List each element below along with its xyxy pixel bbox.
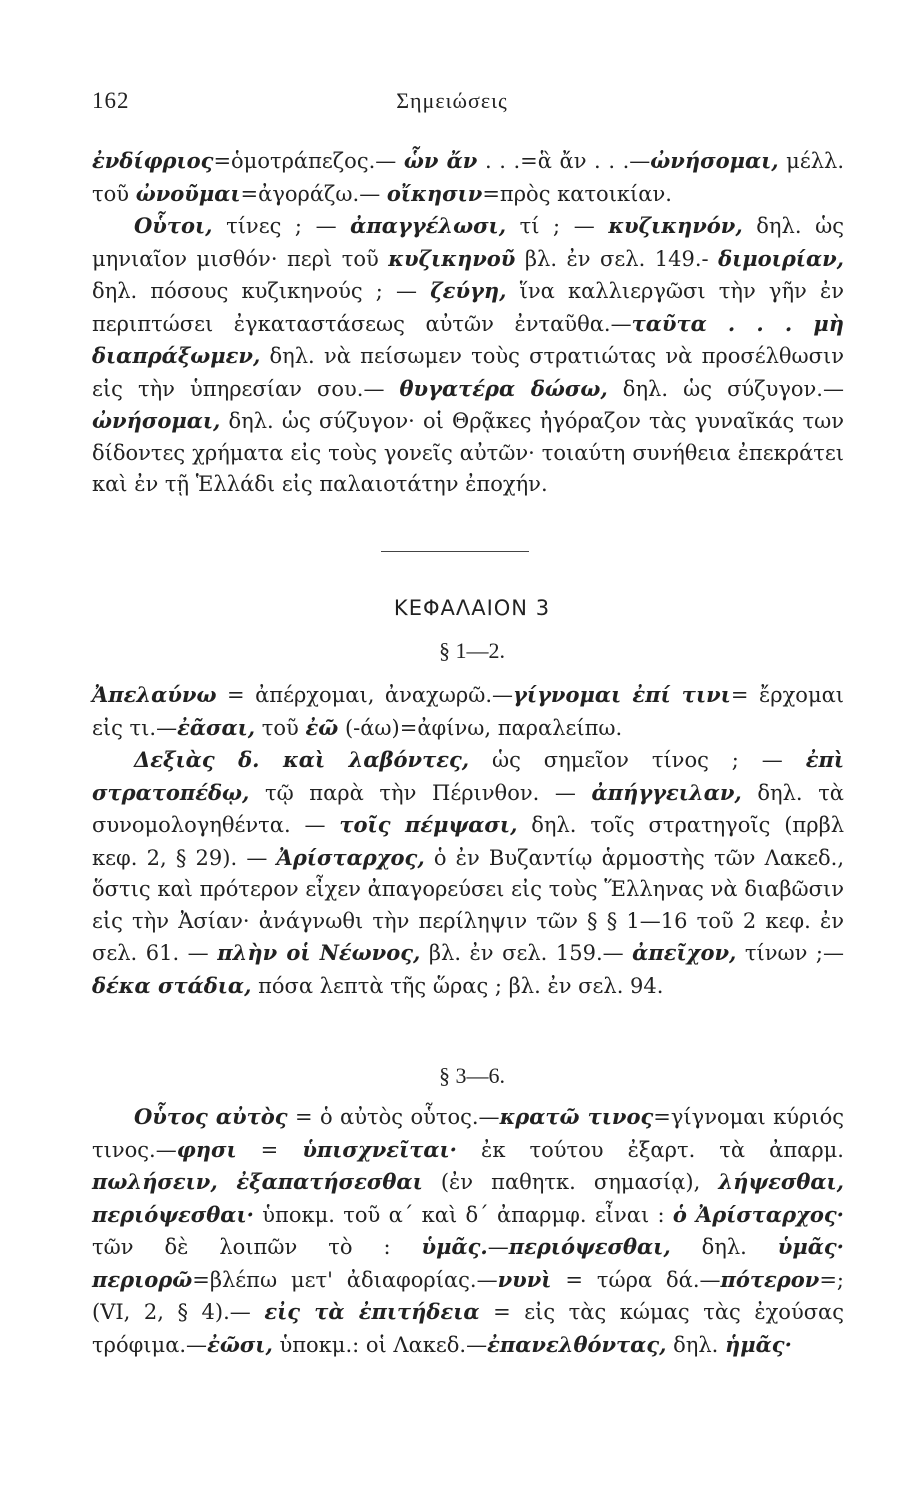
gloss-text: δηλ. πόσους κυζικηνούς ; — (92, 279, 431, 303)
gloss-text: = εἰς τὰς κώμας τὰς ἐχούσας τρόφιμα.— (92, 1300, 844, 1357)
lemma-term: ὠνοῦμαι (135, 180, 241, 206)
lemma-term: ὑμᾶς· (777, 1234, 844, 1259)
lemma-term: ἐᾶσαι, (177, 714, 256, 740)
gloss-text: πόσα λεπτὰ τῆς ὥρας ; βλ. ἐν σελ. 94. (251, 973, 664, 998)
lemma-term: ὠνήσομαι, (650, 148, 779, 173)
gloss-text: =γίγνομαι κύριός τινος.— (92, 1105, 844, 1162)
lemma-term: φησι (176, 1136, 237, 1162)
lemma-term: ταῦτα . . . μὴ διαπράξωμεν, (92, 310, 844, 368)
lemma-term: εἰς τὰ ἐπιτήδεια (264, 1299, 480, 1324)
gloss-text: = (236, 1137, 303, 1162)
gloss-text: μέλλ. τοῦ (92, 149, 845, 206)
lemma-term: πότερον (720, 1266, 820, 1292)
lemma-term: οἴκησιν (386, 180, 483, 206)
gloss-text: δηλ. (670, 1235, 778, 1259)
chapter-title: ΚΕΦΑΛΑΙΟΝ 3 (393, 596, 551, 620)
lemma-term: κυζικηνόν, (608, 213, 743, 238)
gloss-text: = ὁ αὐτὸς οὗτος.— (287, 1105, 500, 1129)
note-paragraph (92, 1101, 844, 1361)
gloss-text: τίνες ; — (212, 214, 351, 238)
gloss-text: ἵνα καλλιεργῶσι τὴν γῆν ἐν περιπτώσει ἐγκαταστάσεως αὐτῶν ἐνταῦθα.— (92, 279, 844, 336)
running-title: Σημειώσεις (396, 88, 508, 113)
note-paragraph (92, 210, 844, 501)
note-paragraph (92, 145, 844, 210)
gloss-text: (-άω)=ἀφίνω, παραλείπω. (338, 715, 623, 740)
section-heading-1: § 1—2. (439, 638, 505, 663)
lemma-term: τοῖς πέμψασι, (339, 812, 518, 837)
gloss-text: ἐκ τούτου ἐξαρτ. τὰ ἀπαρμ. (457, 1137, 844, 1162)
lemma-term: ἐνδίφριος (92, 148, 214, 173)
running-head (92, 88, 812, 120)
lemma-term: ὧν ἄν (403, 148, 478, 173)
gloss-text: — (487, 1235, 509, 1259)
lemma-term: ἐῶ (305, 714, 339, 740)
gloss-text: =πρὸς κατοικίαν. (482, 181, 672, 206)
lemma-term: ζεύγη, (430, 278, 507, 303)
gloss-text: δηλ. τοῖς στρατηγοῖς (πρβλ κεφ. 2, § 29). — (92, 813, 845, 870)
gloss-text: τῶν δὲ λοιπῶν τὸ : (92, 1235, 422, 1259)
lemma-term: νυνὶ (497, 1266, 552, 1292)
lemma-term: Οὗτοι, (134, 213, 213, 238)
lemma-term: ἡμᾶς· (725, 1331, 792, 1357)
gloss-text: δηλ. νὰ πείσωμεν τοὺς στρατιώτας νὰ προσέλθωσιν εἰς τὴν ὑπηρεσίαν σου.— (92, 344, 844, 401)
gloss-text: δηλ. (666, 1332, 725, 1357)
gloss-text: δηλ. τὰ συνομολογηθέντα. — (92, 780, 844, 837)
gloss-text: τίνων ;— (736, 941, 845, 965)
gloss-text: ὑποκμ.: οἱ Λακεδ.— (272, 1332, 488, 1357)
gloss-text: ὑποκμ. τοῦ α΄ καὶ δ΄ ἀπαρμφ. εἶναι : (253, 1202, 673, 1227)
gloss-text: = ἔρχομαι εἰς τι.— (92, 683, 845, 740)
gloss-text: . . .=ἃ ἄν . . .— (477, 149, 651, 173)
lemma-term: κυζικηνοῦ (388, 245, 516, 271)
lemma-term: διμοιρίαν, (718, 245, 844, 271)
gloss-text: = τώρα δά.— (551, 1267, 721, 1292)
lemma-term: περιόψεσθαι· (92, 1201, 254, 1227)
lemma-term: ὠνήσομαι, (92, 408, 221, 433)
lemma-term: ἀπεῖχον, (632, 940, 737, 965)
lemma-term: ἐῶσι, (207, 1331, 273, 1357)
page-number: 162 (92, 88, 130, 113)
gloss-text: βλ. ἐν σελ. 149.- (515, 246, 719, 271)
lemma-term: ἐπὶ στρατοπέδῳ, (92, 747, 845, 805)
gloss-text: =βλέπω μετ' ἀδιαφορίας.— (192, 1267, 498, 1292)
gloss-text: ὡς σημεῖον τίνος ; — (469, 748, 806, 772)
notes-section-1 (92, 679, 844, 1002)
notes-top (92, 145, 844, 501)
lemma-term: περιορῶ (92, 1266, 193, 1292)
gloss-text: (ἐν παθητκ. σημασίᾳ), (422, 1170, 719, 1194)
gloss-text: βλ. ἐν σελ. 159.— (420, 941, 633, 965)
lemma-term: Οὗτος αὐτὸς (134, 1104, 288, 1129)
lemma-term: ἀπαγγέλωσι, (350, 213, 507, 238)
gloss-text: =ὁμοτράπεζος.— (213, 149, 404, 173)
note-paragraph (92, 744, 844, 1002)
gloss-text: =; (VI, 2, § 4).— (92, 1267, 844, 1324)
gloss-text: τί ; — (506, 214, 609, 238)
gloss-text: δηλ. ὡς σύζυγον· οἱ Θρᾷκες ἠγόραζον τὰς γυναῖκάς των δίδοντες χρήματα εἰς τοὺς γονεῖς αὐτῶν· τοιαύτη συνήθεια ἐπεκράτει καὶ ἐν τῇ Ἑλλάδι εἰς παλαιοτάτην ἐποχήν. (92, 409, 844, 496)
lemma-term: πλὴν οἱ Νέωνος, (217, 940, 421, 965)
gloss-text: τοῦ (255, 715, 306, 740)
lemma-term: Ἀρίσταρχος, (276, 844, 425, 870)
lemma-term: ἀπήγγειλαν, (591, 779, 742, 805)
gloss-text: ὁ ἐν Βυζαντίῳ ἁρμοστὴς τῶν Λακεδ., ὅστις καὶ πρότερον εἶχεν ἀπαγορεύσει εἰς τοὺς Ἕλληνας νὰ διαβῶσιν εἰς τὴν Ἀσίαν· ἀνάγνωθι τὴν περίληψιν τῶν § § 1—16 τοῦ 2 κεφ. ἐν σελ. 61. — (92, 845, 845, 965)
lemma-term: περιόψεσθαι, (508, 1234, 671, 1259)
gloss-text: δηλ. ὡς σύζυγον.— (607, 376, 844, 401)
notes-section-2 (92, 1101, 844, 1361)
lemma-term: λήψεσθαι, (718, 1169, 844, 1194)
section-heading-2: § 3—6. (439, 1063, 505, 1088)
lemma-term: ὑπισχνεῖται· (302, 1136, 457, 1162)
note-paragraph (92, 679, 844, 744)
lemma-term: ἐπανελθόντας, (487, 1331, 667, 1357)
lemma-term: Ἀπελαύνω (92, 682, 217, 707)
lemma-term: κρατῶ τινος (499, 1104, 654, 1129)
lemma-term: πωλήσειν, ἐξαπατήσεσθαι (92, 1169, 423, 1194)
lemma-term: ὁ Ἀρίσταρχος· (672, 1201, 844, 1227)
gloss-text: =ἀγοράζω.— (240, 181, 387, 206)
lemma-term: ὑμᾶς. (421, 1234, 488, 1259)
lemma-term: Δεξιὰς δ. καὶ λαβόντες, (134, 747, 470, 772)
gloss-text: τῷ παρὰ τὴν Πέρινθον. — (249, 780, 592, 805)
lemma-term: δέκα στάδια, (92, 972, 252, 998)
gloss-text: δηλ. ὡς μηνιαῖον μισθόν· περὶ τοῦ (92, 214, 844, 271)
section-divider (381, 551, 529, 552)
gloss-text: = ἀπέρχομαι, ἀναχωρῶ.— (216, 683, 514, 707)
lemma-term: γίγνομαι ἐπί τινι (513, 682, 731, 707)
lemma-term: θυγατέρα δώσω, (399, 375, 608, 401)
